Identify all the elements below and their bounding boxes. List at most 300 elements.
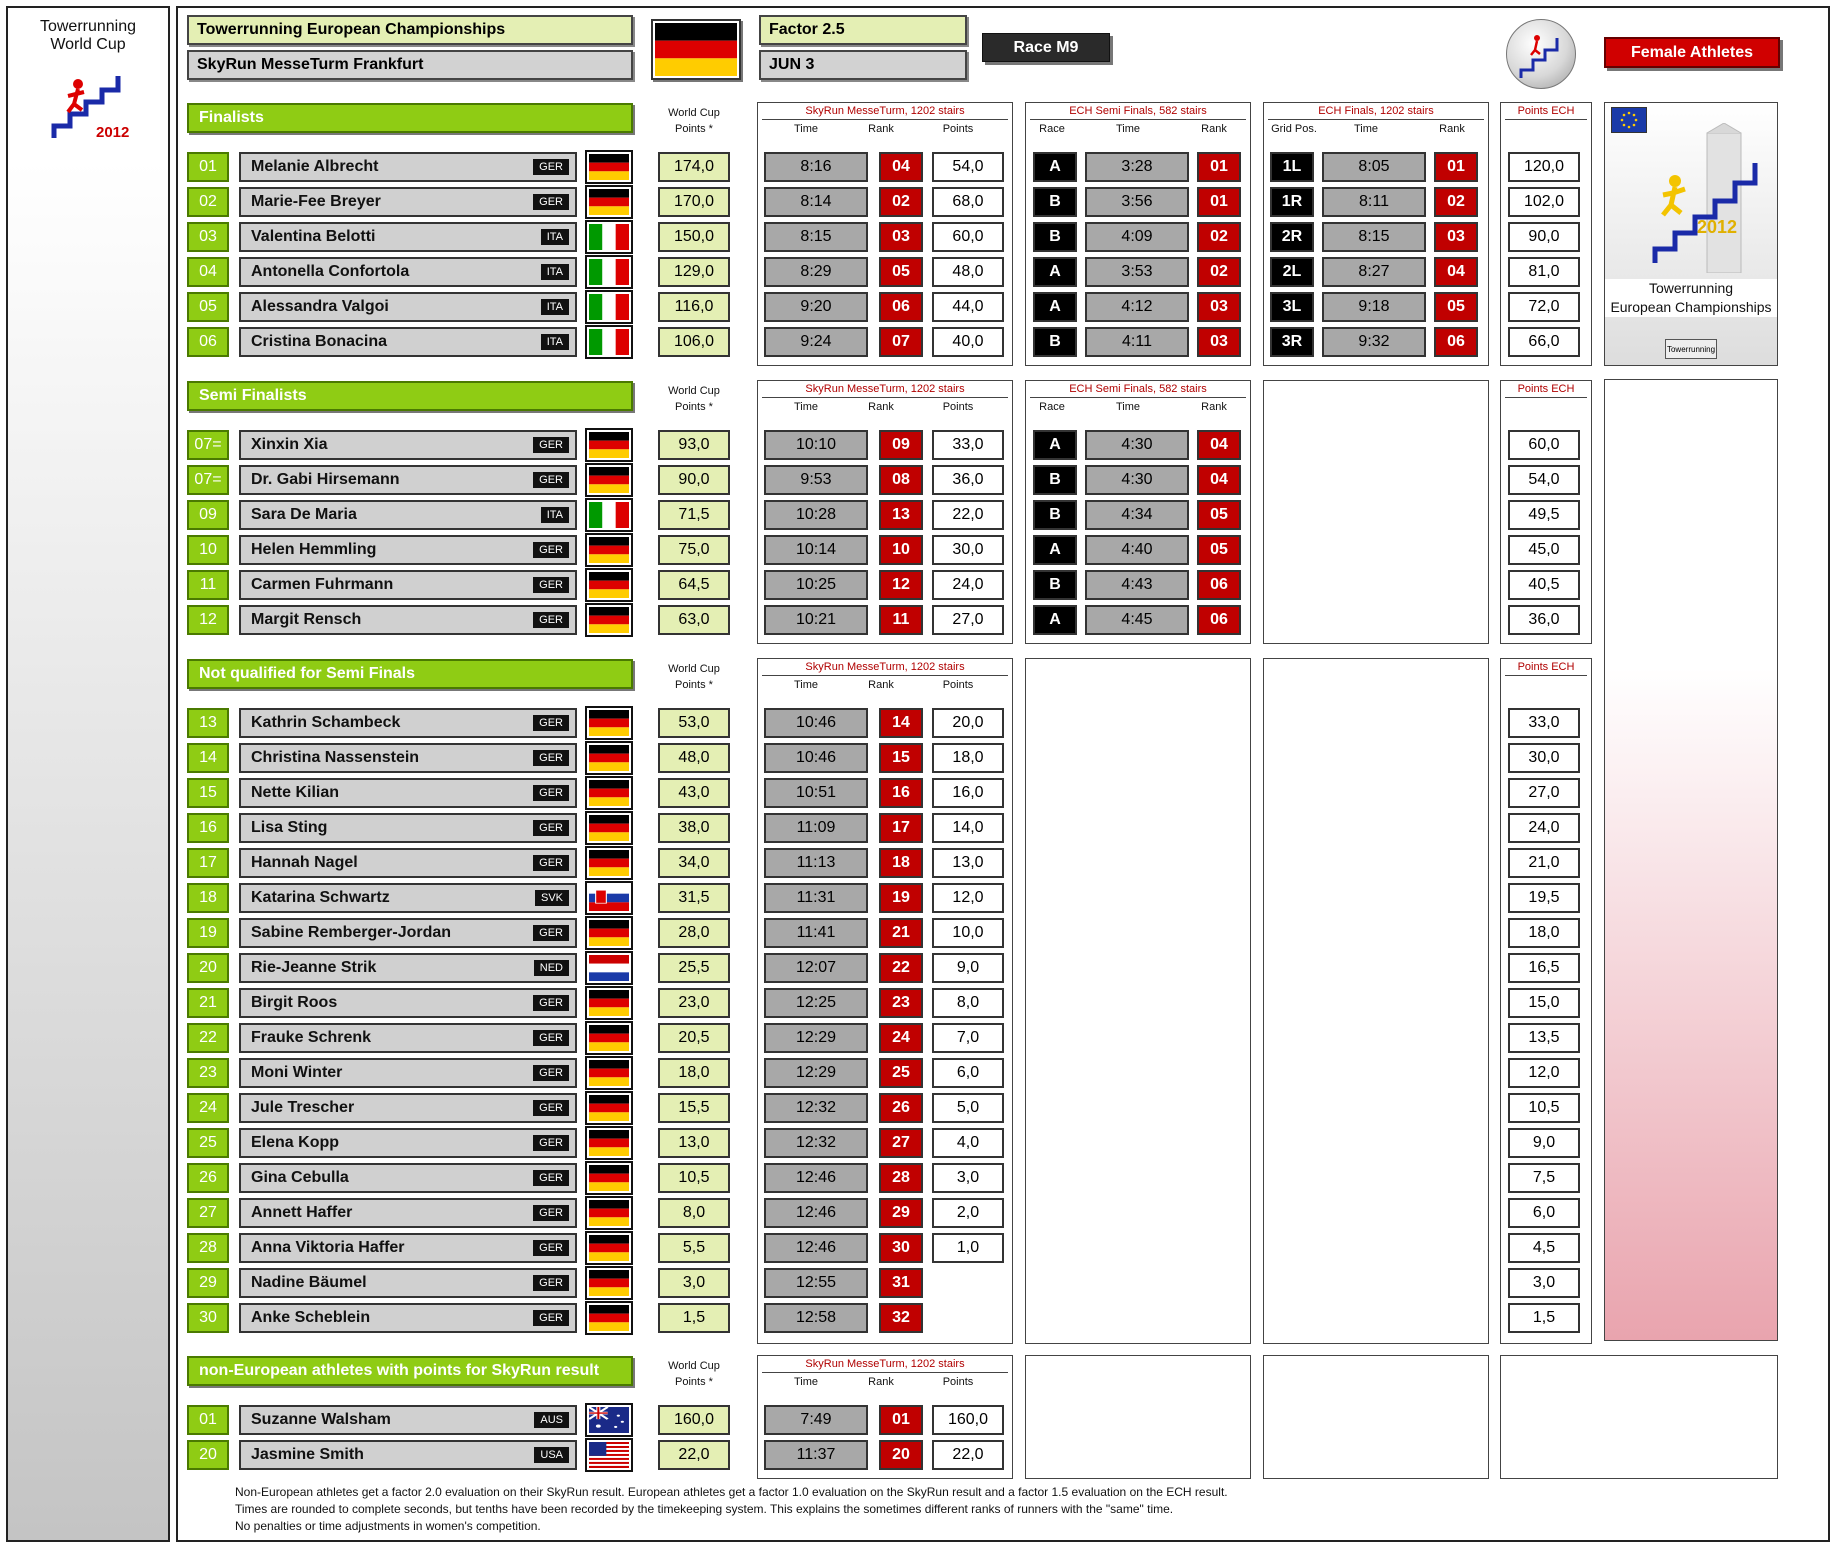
ech-points-cell: 9,0 bbox=[1508, 1128, 1580, 1158]
column-header: Points bbox=[942, 679, 974, 691]
country-code: NED bbox=[534, 960, 569, 976]
skyrun-time-cell: 10:21 bbox=[764, 605, 868, 635]
semi-time-cell: 3:53 bbox=[1085, 257, 1189, 287]
skyrun-rank-cell: 32 bbox=[879, 1303, 923, 1333]
semi-race-cell: A bbox=[1033, 535, 1077, 565]
semi-time-cell: 4:40 bbox=[1085, 535, 1189, 565]
athlete-name-cell bbox=[239, 848, 577, 878]
ech-points-cell: 54,0 bbox=[1508, 465, 1580, 495]
ech-points-cell: 120,0 bbox=[1508, 152, 1580, 182]
rank-cell: 10 bbox=[187, 535, 229, 565]
sidebar-title bbox=[8, 18, 168, 54]
athlete-name-cell bbox=[239, 918, 577, 948]
semi-race-cell: B bbox=[1033, 465, 1077, 495]
rank-cell: 29 bbox=[187, 1268, 229, 1298]
final-time-cell: 9:32 bbox=[1322, 327, 1426, 357]
athlete-name-cell bbox=[239, 257, 577, 287]
world-cup-points-cell: 25,5 bbox=[658, 953, 730, 983]
athlete-name-cell bbox=[239, 292, 577, 322]
athlete-name-cell bbox=[239, 535, 577, 565]
world-cup-points-cell: 5,5 bbox=[658, 1233, 730, 1263]
semi-rank-cell: 03 bbox=[1197, 292, 1241, 322]
skyrun-rank-cell: 30 bbox=[879, 1233, 923, 1263]
skyrun-time-cell: 11:41 bbox=[764, 918, 868, 948]
rank-cell: 05 bbox=[187, 292, 229, 322]
panel-title: ECH Semi Finals, 582 stairs bbox=[1069, 383, 1207, 395]
skyrun-points-cell: 9,0 bbox=[932, 953, 1004, 983]
skyrun-time-cell: 10:46 bbox=[764, 708, 868, 738]
country-code: GER bbox=[533, 855, 569, 871]
athlete-name-cell bbox=[239, 1268, 577, 1298]
ech-points-cell: 6,0 bbox=[1508, 1198, 1580, 1228]
ger-flag-icon bbox=[585, 568, 633, 602]
semi-rank-cell: 06 bbox=[1197, 570, 1241, 600]
skyrun-rank-cell: 26 bbox=[879, 1093, 923, 1123]
skyrun-rank-cell: 03 bbox=[879, 222, 923, 252]
country-code: GER bbox=[533, 437, 569, 453]
ech-points-cell: 13,5 bbox=[1508, 1023, 1580, 1053]
ger-flag-icon bbox=[585, 1091, 633, 1125]
skyrun-points-cell: 20,0 bbox=[932, 708, 1004, 738]
ned-flag-icon bbox=[585, 951, 633, 985]
athlete-name-cell bbox=[239, 465, 577, 495]
semi-rank-cell: 05 bbox=[1197, 535, 1241, 565]
country-code: GER bbox=[533, 1100, 569, 1116]
athlete-name: Anna Viktoria Haffer bbox=[251, 1239, 405, 1256]
rank-cell: 11 bbox=[187, 570, 229, 600]
skyrun-time-cell: 8:16 bbox=[764, 152, 868, 182]
world-cup-points-cell: 8,0 bbox=[658, 1198, 730, 1228]
ita-flag-icon bbox=[585, 325, 633, 359]
world-cup-points-cell: 23,0 bbox=[658, 988, 730, 1018]
ech-points-cell: 1,5 bbox=[1508, 1303, 1580, 1333]
athlete-name: Rie-Jeanne Strik bbox=[251, 959, 377, 976]
skyrun-points-cell: 5,0 bbox=[932, 1093, 1004, 1123]
athlete-name-cell bbox=[239, 605, 577, 635]
semi-race-cell: A bbox=[1033, 430, 1077, 460]
skyrun-points-cell: 24,0 bbox=[932, 570, 1004, 600]
skyrun-time-cell: 7:49 bbox=[764, 1405, 868, 1435]
rank-cell: 16 bbox=[187, 813, 229, 843]
column-header: Rank bbox=[868, 123, 894, 135]
sidebar-title-line1: Towerrunning bbox=[39, 18, 137, 35]
semi-rank-cell: 02 bbox=[1197, 257, 1241, 287]
rank-cell: 15 bbox=[187, 778, 229, 808]
panel-title: SkyRun MesseTurm, 1202 stairs bbox=[805, 105, 965, 117]
sidebar bbox=[6, 6, 170, 1542]
race-name: SkyRun MesseTurm Frankfurt bbox=[187, 50, 633, 80]
athlete-name-cell bbox=[239, 1440, 577, 1470]
skyrun-rank-cell: 23 bbox=[879, 988, 923, 1018]
country-code: GER bbox=[533, 577, 569, 593]
event-title: Towerrunning European Championships bbox=[187, 15, 633, 45]
ita-flag-icon bbox=[585, 220, 633, 254]
tower-building-icon bbox=[1645, 123, 1775, 273]
column-header: Rank bbox=[868, 1376, 894, 1388]
skyrun-rank-cell: 27 bbox=[879, 1128, 923, 1158]
skyrun-rank-cell: 02 bbox=[879, 187, 923, 217]
final-time-cell: 8:11 bbox=[1322, 187, 1426, 217]
female-athletes-button[interactable]: Female Athletes bbox=[1604, 37, 1780, 68]
athlete-name-cell bbox=[239, 327, 577, 357]
world-cup-points-cell: 64,5 bbox=[658, 570, 730, 600]
column-header: Points bbox=[942, 1376, 974, 1388]
country-code: GER bbox=[533, 194, 569, 210]
skyrun-time-cell: 10:10 bbox=[764, 430, 868, 460]
rank-cell: 24 bbox=[187, 1093, 229, 1123]
empty-panel bbox=[1025, 1355, 1251, 1479]
world-cup-points-header: World Cup Points * bbox=[668, 385, 720, 413]
world-cup-points-cell: 34,0 bbox=[658, 848, 730, 878]
skyrun-rank-cell: 22 bbox=[879, 953, 923, 983]
rank-cell: 01 bbox=[187, 152, 229, 182]
world-cup-points-cell: 63,0 bbox=[658, 605, 730, 635]
country-code: GER bbox=[533, 785, 569, 801]
ech-points-cell: 16,5 bbox=[1508, 953, 1580, 983]
empty-panel bbox=[1500, 1355, 1778, 1479]
country-code: GER bbox=[533, 1275, 569, 1291]
grid-position-cell: 2L bbox=[1270, 257, 1314, 287]
ech-points-cell: 4,5 bbox=[1508, 1233, 1580, 1263]
panel-title: Points ECH bbox=[1517, 661, 1575, 673]
skyrun-rank-cell: 20 bbox=[879, 1440, 923, 1470]
ger-flag-icon bbox=[585, 776, 633, 810]
final-panel-empty bbox=[1263, 658, 1489, 1344]
athlete-name: Margit Rensch bbox=[251, 611, 362, 628]
world-cup-points-cell: 22,0 bbox=[658, 1440, 730, 1470]
ech-points-cell: 3,0 bbox=[1508, 1268, 1580, 1298]
factor-label: Factor 2.5 bbox=[759, 15, 967, 45]
country-code: AUS bbox=[534, 1412, 569, 1428]
ger-flag-icon bbox=[585, 811, 633, 845]
column-header: Time bbox=[793, 679, 819, 691]
ger-flag-icon bbox=[585, 1021, 633, 1055]
rank-cell: 27 bbox=[187, 1198, 229, 1228]
ech-points-cell: 90,0 bbox=[1508, 222, 1580, 252]
final-rank-cell: 06 bbox=[1434, 327, 1478, 357]
semi-race-cell: B bbox=[1033, 187, 1077, 217]
skyrun-time-cell: 11:31 bbox=[764, 883, 868, 913]
race-button[interactable]: Race M9 bbox=[982, 33, 1110, 62]
skyrun-rank-cell: 09 bbox=[879, 430, 923, 460]
skyrun-time-cell: 12:25 bbox=[764, 988, 868, 1018]
semi-time-cell: 4:11 bbox=[1085, 327, 1189, 357]
column-header: Rank bbox=[868, 401, 894, 413]
footnote-line: No penalties or time adjustments in women's competition. bbox=[235, 1519, 541, 1533]
column-header: Rank bbox=[1439, 123, 1465, 135]
country-code: GER bbox=[533, 750, 569, 766]
country-code: ITA bbox=[541, 299, 569, 315]
rank-cell: 06 bbox=[187, 327, 229, 357]
skyrun-time-cell: 12:55 bbox=[764, 1268, 868, 1298]
athlete-name-cell bbox=[239, 988, 577, 1018]
semi-time-cell: 4:12 bbox=[1085, 292, 1189, 322]
world-cup-points-header: World Cup Points * bbox=[668, 663, 720, 691]
skyrun-points-cell: 48,0 bbox=[932, 257, 1004, 287]
semi-race-cell: A bbox=[1033, 152, 1077, 182]
athlete-name-cell bbox=[239, 222, 577, 252]
skyrun-rank-cell: 13 bbox=[879, 500, 923, 530]
world-cup-points-header: World Cup Points * bbox=[668, 107, 720, 135]
skyrun-rank-cell: 10 bbox=[879, 535, 923, 565]
athlete-name: Birgit Roos bbox=[251, 994, 338, 1011]
rank-cell: 18 bbox=[187, 883, 229, 913]
footnote-line: Non-European athletes get a factor 2.0 evaluation on their SkyRun result. European athletes get a factor 1.0 evaluation on the SkyRun result and a factor 1.5 evaluation on the ECH result. bbox=[235, 1485, 1228, 1499]
country-code: GER bbox=[533, 925, 569, 941]
athlete-name: Frauke Schrenk bbox=[251, 1029, 372, 1046]
ech-points-cell: 30,0 bbox=[1508, 743, 1580, 773]
skyrun-time-cell: 10:46 bbox=[764, 743, 868, 773]
column-header: Rank bbox=[868, 679, 894, 691]
country-code: GER bbox=[533, 542, 569, 558]
world-cup-points-cell: 71,5 bbox=[658, 500, 730, 530]
column-header: Time bbox=[793, 401, 819, 413]
skyrun-time-cell: 12:46 bbox=[764, 1163, 868, 1193]
ech-logo-line2: European Championships bbox=[1610, 299, 1772, 315]
athlete-name-cell bbox=[239, 778, 577, 808]
skyrun-rank-cell: 16 bbox=[879, 778, 923, 808]
skyrun-points-cell: 60,0 bbox=[932, 222, 1004, 252]
country-code: SVK bbox=[535, 890, 569, 906]
semi-rank-cell: 05 bbox=[1197, 500, 1241, 530]
ger-flag-icon bbox=[585, 1161, 633, 1195]
final-rank-cell: 03 bbox=[1434, 222, 1478, 252]
athlete-name: Lisa Sting bbox=[251, 819, 328, 836]
rank-cell: 17 bbox=[187, 848, 229, 878]
skyrun-points-cell: 6,0 bbox=[932, 1058, 1004, 1088]
rank-cell: 23 bbox=[187, 1058, 229, 1088]
ech-points-cell: 36,0 bbox=[1508, 605, 1580, 635]
semi-time-cell: 4:43 bbox=[1085, 570, 1189, 600]
ech-logo-badge: Towerrunning bbox=[1665, 339, 1717, 359]
world-cup-points-cell: 13,0 bbox=[658, 1128, 730, 1158]
skyrun-time-cell: 9:53 bbox=[764, 465, 868, 495]
skyrun-points-cell: 36,0 bbox=[932, 465, 1004, 495]
world-cup-points-cell: 20,5 bbox=[658, 1023, 730, 1053]
skyrun-rank-cell: 08 bbox=[879, 465, 923, 495]
world-cup-points-cell: 93,0 bbox=[658, 430, 730, 460]
ech-points-cell: 10,5 bbox=[1508, 1093, 1580, 1123]
country-code: GER bbox=[533, 1135, 569, 1151]
world-cup-points-cell: 116,0 bbox=[658, 292, 730, 322]
skyrun-time-cell: 11:37 bbox=[764, 1440, 868, 1470]
rank-cell: 04 bbox=[187, 257, 229, 287]
athlete-name-cell bbox=[239, 883, 577, 913]
ger-flag-icon bbox=[585, 916, 633, 950]
footnotes bbox=[235, 1484, 1435, 1535]
skyrun-points-cell: 3,0 bbox=[932, 1163, 1004, 1193]
ger-flag-icon bbox=[585, 846, 633, 880]
semi-race-cell: A bbox=[1033, 257, 1077, 287]
skyrun-points-cell: 33,0 bbox=[932, 430, 1004, 460]
ech-points-cell: 33,0 bbox=[1508, 708, 1580, 738]
athlete-name: Cristina Bonacina bbox=[251, 333, 388, 350]
country-code: ITA bbox=[541, 334, 569, 350]
athlete-name: Helen Hemmling bbox=[251, 541, 377, 558]
rank-cell: 09 bbox=[187, 500, 229, 530]
panel-title: SkyRun MesseTurm, 1202 stairs bbox=[805, 383, 965, 395]
ech-points-cell: 40,5 bbox=[1508, 570, 1580, 600]
athlete-name-cell bbox=[239, 743, 577, 773]
athlete-name: Christina Nassenstein bbox=[251, 749, 420, 766]
rank-cell: 19 bbox=[187, 918, 229, 948]
country-code: GER bbox=[533, 1240, 569, 1256]
athlete-name: Katarina Schwartz bbox=[251, 889, 390, 906]
rank-cell: 03 bbox=[187, 222, 229, 252]
germany-flag-icon bbox=[655, 23, 737, 76]
ger-flag-icon bbox=[585, 428, 633, 462]
skyrun-rank-cell: 25 bbox=[879, 1058, 923, 1088]
skyrun-points-cell: 68,0 bbox=[932, 187, 1004, 217]
athlete-name: Valentina Belotti bbox=[251, 228, 376, 245]
semi-final-panel-empty bbox=[1025, 658, 1251, 1344]
country-code: ITA bbox=[541, 507, 569, 523]
semi-time-cell: 4:45 bbox=[1085, 605, 1189, 635]
country-code: ITA bbox=[541, 229, 569, 245]
grid-position-cell: 2R bbox=[1270, 222, 1314, 252]
skyrun-rank-cell: 19 bbox=[879, 883, 923, 913]
decorative-gradient-column bbox=[1604, 379, 1778, 1341]
semi-race-cell: B bbox=[1033, 500, 1077, 530]
semi-race-cell: B bbox=[1033, 327, 1077, 357]
rank-cell: 07= bbox=[187, 465, 229, 495]
skyrun-points-cell: 30,0 bbox=[932, 535, 1004, 565]
world-cup-points-cell: 106,0 bbox=[658, 327, 730, 357]
rank-cell: 30 bbox=[187, 1303, 229, 1333]
athlete-name-cell bbox=[239, 1023, 577, 1053]
athlete-name: Kathrin Schambeck bbox=[251, 714, 401, 731]
skyrun-points-cell: 40,0 bbox=[932, 327, 1004, 357]
athlete-name: Elena Kopp bbox=[251, 1134, 340, 1151]
skyrun-rank-cell: 07 bbox=[879, 327, 923, 357]
ech-points-cell: 102,0 bbox=[1508, 187, 1580, 217]
country-code: GER bbox=[533, 995, 569, 1011]
rank-cell: 01 bbox=[187, 1405, 229, 1435]
skyrun-rank-cell: 12 bbox=[879, 570, 923, 600]
athlete-name: Sara De Maria bbox=[251, 506, 357, 523]
world-cup-points-cell: 3,0 bbox=[658, 1268, 730, 1298]
world-cup-points-cell: 53,0 bbox=[658, 708, 730, 738]
eu-flag-icon bbox=[1611, 107, 1647, 133]
ech-points-cell: 60,0 bbox=[1508, 430, 1580, 460]
semi-time-cell: 3:56 bbox=[1085, 187, 1189, 217]
rank-cell: 26 bbox=[187, 1163, 229, 1193]
column-header: Points bbox=[942, 123, 974, 135]
skyrun-time-cell: 8:15 bbox=[764, 222, 868, 252]
skyrun-points-cell: 13,0 bbox=[932, 848, 1004, 878]
country-code: GER bbox=[533, 1170, 569, 1186]
final-time-cell: 8:15 bbox=[1322, 222, 1426, 252]
athlete-name-cell bbox=[239, 813, 577, 843]
section-header: Semi Finalists bbox=[187, 381, 633, 411]
host-flag bbox=[651, 19, 741, 80]
skyrun-rank-cell: 29 bbox=[879, 1198, 923, 1228]
ger-flag-icon bbox=[585, 1126, 633, 1160]
final-time-cell: 9:18 bbox=[1322, 292, 1426, 322]
country-code: GER bbox=[533, 1065, 569, 1081]
semi-rank-cell: 03 bbox=[1197, 327, 1241, 357]
skyrun-points-cell: 54,0 bbox=[932, 152, 1004, 182]
athlete-name-cell bbox=[239, 1163, 577, 1193]
skyrun-rank-cell: 31 bbox=[879, 1268, 923, 1298]
skyrun-points-cell: 22,0 bbox=[932, 500, 1004, 530]
athlete-name: Gina Cebulla bbox=[251, 1169, 349, 1186]
world-cup-points-cell: 150,0 bbox=[658, 222, 730, 252]
skyrun-rank-cell: 18 bbox=[879, 848, 923, 878]
stairs-runner-icon bbox=[1507, 20, 1577, 90]
athlete-name: Alessandra Valgoi bbox=[251, 298, 389, 315]
semi-race-cell: B bbox=[1033, 570, 1077, 600]
column-header: Time bbox=[1115, 123, 1141, 135]
world-cup-points-cell: 18,0 bbox=[658, 1058, 730, 1088]
skyrun-rank-cell: 14 bbox=[879, 708, 923, 738]
ger-flag-icon bbox=[585, 706, 633, 740]
athlete-name-cell bbox=[239, 430, 577, 460]
panel-title: SkyRun MesseTurm, 1202 stairs bbox=[805, 661, 965, 673]
skyrun-time-cell: 8:29 bbox=[764, 257, 868, 287]
globe-logo-icon bbox=[1506, 19, 1576, 89]
ech-points-cell: 12,0 bbox=[1508, 1058, 1580, 1088]
rank-cell: 07= bbox=[187, 430, 229, 460]
athlete-name: Jasmine Smith bbox=[251, 1446, 364, 1463]
skyrun-points-cell: 2,0 bbox=[932, 1198, 1004, 1228]
column-header: Rank bbox=[1201, 123, 1227, 135]
rank-cell: 28 bbox=[187, 1233, 229, 1263]
world-cup-points-cell: 43,0 bbox=[658, 778, 730, 808]
sidebar-title-line2: World Cup bbox=[50, 36, 126, 53]
column-header: Time bbox=[1353, 123, 1379, 135]
empty-panel bbox=[1263, 1355, 1489, 1479]
country-code: USA bbox=[534, 1447, 569, 1463]
ech-points-cell: 19,5 bbox=[1508, 883, 1580, 913]
ita-flag-icon bbox=[585, 498, 633, 532]
athlete-name-cell bbox=[239, 1093, 577, 1123]
ger-flag-icon bbox=[585, 1196, 633, 1230]
column-header: Points bbox=[942, 401, 974, 413]
rank-cell: 20 bbox=[187, 1440, 229, 1470]
skyrun-time-cell: 12:32 bbox=[764, 1128, 868, 1158]
skyrun-rank-cell: 17 bbox=[879, 813, 923, 843]
skyrun-time-cell: 10:51 bbox=[764, 778, 868, 808]
ger-flag-icon bbox=[585, 603, 633, 637]
skyrun-time-cell: 12:46 bbox=[764, 1198, 868, 1228]
column-header: Time bbox=[793, 123, 819, 135]
rank-cell: 12 bbox=[187, 605, 229, 635]
ech-logo-line1: Towerrunning bbox=[1648, 280, 1734, 296]
panel-title: Points ECH bbox=[1517, 105, 1575, 117]
world-cup-points-cell: 90,0 bbox=[658, 465, 730, 495]
semi-rank-cell: 02 bbox=[1197, 222, 1241, 252]
world-cup-points-cell: 28,0 bbox=[658, 918, 730, 948]
athlete-name: Annett Haffer bbox=[251, 1204, 353, 1221]
ita-flag-icon bbox=[585, 290, 633, 324]
section-header: Finalists bbox=[187, 103, 633, 133]
athlete-name-cell bbox=[239, 953, 577, 983]
country-code: GER bbox=[533, 820, 569, 836]
skyrun-rank-cell: 06 bbox=[879, 292, 923, 322]
skyrun-points-cell: 27,0 bbox=[932, 605, 1004, 635]
skyrun-points-cell: 8,0 bbox=[932, 988, 1004, 1018]
ech-points-cell: 15,0 bbox=[1508, 988, 1580, 1018]
skyrun-points-cell: 10,0 bbox=[932, 918, 1004, 948]
semi-time-cell: 4:30 bbox=[1085, 465, 1189, 495]
country-code: GER bbox=[533, 1205, 569, 1221]
ger-flag-icon bbox=[585, 1266, 633, 1300]
ech-points-cell: 27,0 bbox=[1508, 778, 1580, 808]
ech-points-cell: 7,5 bbox=[1508, 1163, 1580, 1193]
athlete-name: Marie-Fee Breyer bbox=[251, 193, 381, 210]
athlete-name-cell bbox=[239, 1405, 577, 1435]
